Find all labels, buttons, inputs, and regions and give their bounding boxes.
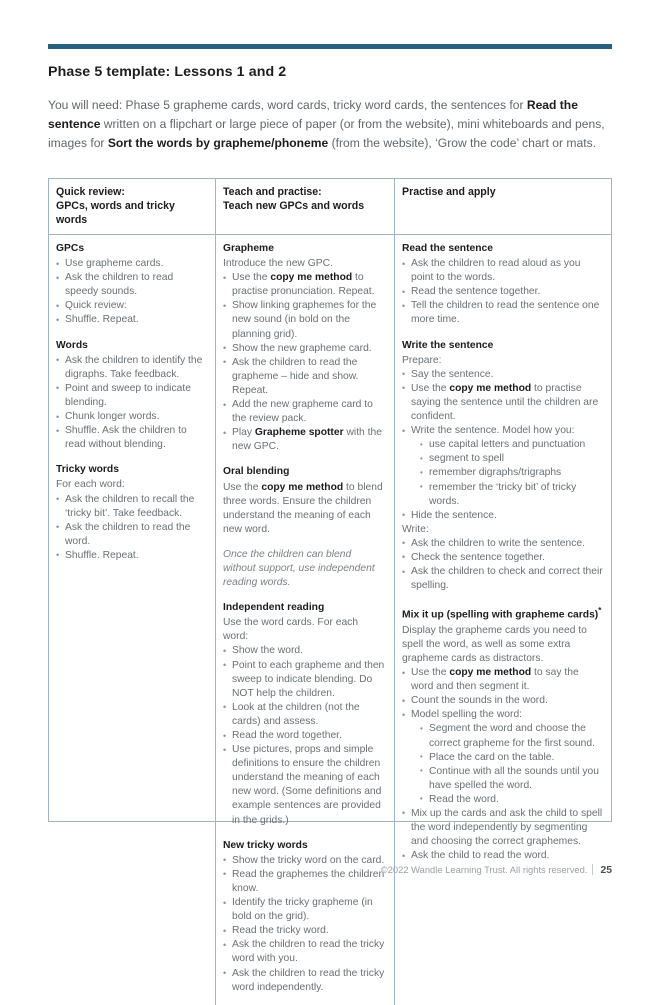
list-item: • Show the tricky word on the card.: [223, 854, 386, 868]
list-item: • Read the graphemes the children know.: [223, 868, 386, 896]
list-item: • Ask the children to check and correct their spelling.: [402, 565, 603, 593]
list-item: • Use grapheme cards.: [56, 257, 207, 271]
list-item: • remember the ‘tricky bit’ of tricky words.: [420, 481, 603, 509]
list-item: • Shuffle. Repeat.: [56, 313, 207, 327]
list-item: • Ask the children to identify the digraphs. Take feedback.: [56, 354, 207, 382]
list-item: • Identify the tricky grapheme (in bold on the grid).: [223, 896, 386, 924]
header-teach-line1: Teach and practise:: [223, 186, 322, 198]
materials-needed-paragraph: [48, 96, 614, 154]
section-heading-mix-it-up: [402, 604, 603, 623]
write-the-sentence-write-label: Write:: [402, 523, 429, 535]
list-words: [56, 354, 207, 453]
table-header-row: [49, 179, 611, 235]
header-rule: [48, 44, 612, 49]
cell-quick-review: [49, 235, 215, 1005]
list-item: • Show the word.: [223, 644, 386, 658]
list-tricky-words: [56, 493, 207, 563]
list-item: • Chunk longer words.: [56, 410, 207, 424]
list-read-the-sentence: [402, 257, 603, 327]
text-bold: copy me method: [449, 667, 532, 679]
list-item: • Ask the children to read aloud as you point to the words.: [402, 257, 603, 285]
list-item: • Ask the children to read the tricky word independently.: [223, 967, 386, 995]
list-item: • Place the card on the table.: [420, 751, 603, 765]
section-heading-oral-blending: Oral blending: [223, 466, 290, 478]
spacer: [223, 828, 386, 839]
mix-it-up-heading-text: Mix it up (spelling with grapheme cards): [402, 609, 599, 621]
section-heading-write-the-sentence: Write the sentence: [402, 339, 494, 351]
footer-divider: [592, 864, 593, 875]
section-heading-independent-reading: Independent reading: [223, 602, 325, 614]
list-item: [402, 666, 603, 694]
intro-bold-read-the-sentence: Read the sentence: [48, 98, 578, 132]
list-item: • Read the sentence together.: [402, 285, 603, 299]
oral-blending-body: [223, 481, 386, 537]
text-post: to practise saying the sentence until the children are confident.: [411, 382, 599, 423]
text-pre: Use the: [223, 481, 262, 493]
copyright-text: ©2022 Wandle Learning Trust. All rights reserved.: [380, 864, 588, 875]
list-item: • Mix up the cards and ask the child to spell the word independently by segmenting and choosing the correct graphemes.: [402, 807, 603, 849]
section-heading-tricky-words: Tricky words: [56, 464, 119, 476]
list-grapheme: [223, 271, 386, 454]
spacer: [223, 590, 386, 601]
text-pre: Use the: [232, 272, 271, 284]
section-heading-grapheme: Grapheme: [223, 243, 274, 254]
list-item: • Read the word.: [420, 793, 603, 807]
cell-practise-and-apply: [395, 235, 611, 1005]
text-bold: copy me method: [261, 481, 344, 493]
list-item: • Hide the sentence.: [402, 509, 603, 523]
text-post: with the new GPC.: [232, 427, 382, 453]
list-item: [223, 271, 386, 299]
list-item: [223, 426, 386, 454]
list-item: • Ask the children to write the sentence.: [402, 537, 603, 551]
text-bold: Grapheme spotter: [254, 427, 344, 439]
list-item: • Count the sounds in the word.: [402, 694, 603, 708]
header-practise-and-apply: [395, 179, 611, 234]
list-item: • Look at the children (not the cards) and assess.: [223, 701, 386, 729]
list-item: • Add the new grapheme card to the review pack.: [223, 398, 386, 426]
write-the-sentence-prepare-label: Prepare:: [402, 354, 442, 366]
sublist-model-spelling: [411, 722, 603, 807]
table-body-row: [49, 235, 611, 1005]
spacer: [402, 593, 603, 604]
list-item: • Read the tricky word.: [223, 924, 386, 938]
list-mix-it-up: [402, 666, 603, 863]
list-write-the-sentence-write: [402, 537, 603, 593]
list-item: • Quick review:: [56, 299, 207, 313]
spacer: [223, 454, 386, 465]
section-heading-gpcs: GPCs: [56, 243, 85, 254]
spacer: [56, 452, 207, 463]
intro-prefix: You will need: Phase 5 grapheme cards, word cards, tricky word cards, the sentences for: [48, 98, 527, 112]
list-item: • Point and sweep to indicate blending.: [56, 382, 207, 410]
cell-teach-and-practise: [215, 235, 395, 1005]
section-heading-new-tricky-words: New tricky words: [223, 839, 308, 851]
list-item: • segment to spell: [420, 452, 603, 466]
list-item: • Shuffle. Ask the children to read without blending.: [56, 424, 207, 452]
header-teach-and-practise: [215, 179, 395, 234]
list-item: • Ask the child to read the word.: [402, 849, 603, 863]
list-item: [402, 382, 603, 424]
header-quick-review: [49, 179, 215, 234]
list-item: • use capital letters and punctuation: [420, 438, 603, 452]
intro-bold-sort-the-words: Sort the words by grapheme/phoneme: [107, 136, 329, 151]
list-item: • Show the new grapheme card.: [223, 342, 386, 356]
list-item: • Ask the children to read the grapheme – hide and show. Repeat.: [223, 356, 386, 398]
header-quick-review-line1: Quick review:: [56, 186, 125, 198]
text-bold: copy me method: [449, 382, 532, 394]
list-item: • Use pictures, props and simple definitions to ensure the children understand the meaning of each new word. (Some definitions and example sentences are provided in the grids.): [223, 743, 386, 828]
list-item: • Read the word together.: [223, 729, 386, 743]
intro-suffix: (from the website), ‘Grow the code’ chart or mats.: [328, 136, 596, 151]
list-item: • Ask the children to read the word.: [56, 521, 207, 549]
header-quick-review-line2: GPCs, words and tricky words: [56, 200, 175, 226]
oral-blending-italic-note: Once the children can blend without support, use independent reading words.: [223, 548, 375, 589]
section-heading-words: Words: [56, 339, 88, 351]
page-footer: [48, 864, 612, 876]
spacer: [402, 328, 603, 339]
text-post: to say the word and then segment it.: [411, 667, 579, 693]
page-number: 25: [600, 865, 612, 876]
list-gpcs: [56, 257, 207, 327]
list-item: • Ask the children to read the tricky word with you.: [223, 938, 386, 966]
list-item: • remember digraphs/trigraphs: [420, 466, 603, 480]
list-item-label: Write the sentence. Model how you:: [411, 425, 575, 437]
text-post: to blend three words. Ensure the children understand the meaning of each new word.: [223, 481, 383, 535]
list-item: • Ask the children to recall the ‘tricky bit’. Take feedback.: [56, 493, 207, 521]
list-item: • Say the sentence.: [402, 368, 603, 382]
list-item: • Ask the children to read speedy sounds.: [56, 271, 207, 299]
page-title: Phase 5 template: Lessons 1 and 2: [48, 64, 287, 80]
mix-it-up-lead: Display the grapheme cards you need to spell the word, as well as some extra grapheme cards as distractors.: [402, 624, 587, 664]
list-item: • Continue with all the sounds until you have spelled the word.: [420, 765, 603, 793]
list-independent-reading: [223, 644, 386, 827]
text-pre: Use the: [411, 667, 450, 679]
sublist-model-how-you: [411, 438, 603, 508]
grapheme-lead: Introduce the new GPC.: [223, 258, 333, 270]
footnote-marker: *: [598, 606, 602, 616]
list-item: • Check the sentence together.: [402, 551, 603, 565]
list-item: [402, 708, 603, 807]
text-pre: Play: [232, 427, 255, 439]
section-heading-read-the-sentence: Read the sentence: [402, 243, 493, 254]
list-item: • Shuffle. Repeat.: [56, 549, 207, 563]
independent-reading-lead: Use the word cards. For each word:: [223, 617, 359, 643]
text-post: to practise pronunciation. Repeat.: [232, 272, 375, 298]
list-item: • Segment the word and choose the correct grapheme for the first sound.: [420, 722, 603, 750]
tricky-words-lead: For each word:: [56, 479, 125, 491]
list-item-label: Model spelling the word:: [411, 709, 523, 721]
list-item: • Point to each grapheme and then sweep to indicate blending. Do NOT help the children.: [223, 659, 386, 701]
list-write-the-sentence-prepare: [402, 368, 603, 523]
list-item: • Show linking graphemes for the new sound (in bold on the planning grid).: [223, 299, 386, 341]
text-bold: copy me method: [270, 272, 353, 284]
list-item: [402, 424, 603, 509]
list-item: • Tell the children to read the sentence one more time.: [402, 299, 603, 327]
text-pre: Use the: [411, 382, 450, 394]
header-practise-line1: Practise and apply: [402, 186, 496, 198]
spacer: [223, 537, 386, 548]
header-teach-line2: Teach new GPCs and words: [223, 200, 365, 212]
spacer: [56, 328, 207, 339]
intro-middle: written on a flipchart or large piece of paper (or from the website), mini whiteboards and pens, images for: [48, 117, 605, 151]
